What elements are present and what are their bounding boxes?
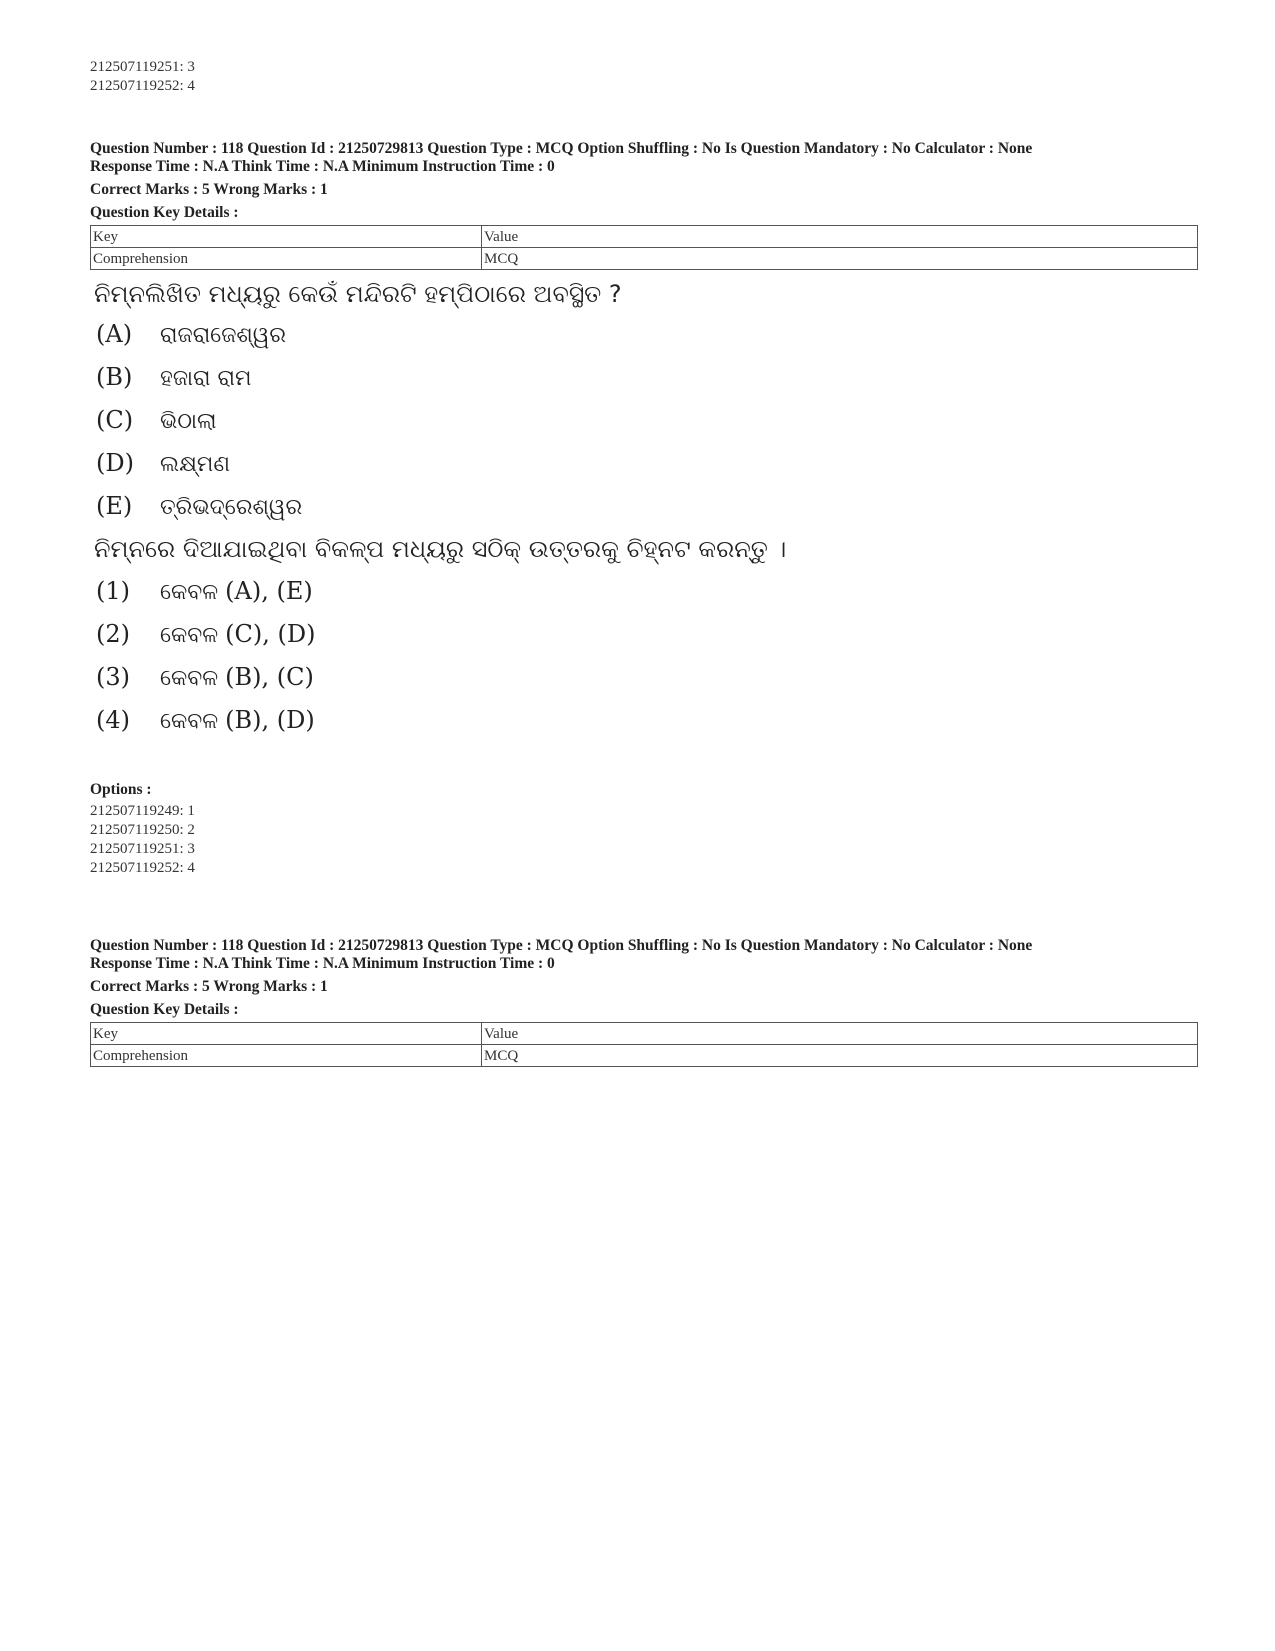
key-details-table	[90, 1022, 1198, 1067]
statement-text: ଭିଠାଲା	[160, 409, 217, 434]
previous-option-ids	[90, 58, 195, 96]
question-metadata-block	[90, 140, 1200, 270]
table-header-cell: Key	[91, 1023, 482, 1045]
statement-label: (E)	[96, 492, 133, 520]
key-details-heading: Question Key Details :	[90, 204, 239, 221]
choice-label: (4)	[96, 706, 130, 734]
table-row	[91, 1045, 1198, 1067]
key-details-table	[90, 225, 1198, 270]
key-details-heading: Question Key Details :	[90, 1001, 239, 1018]
question-text: ନିମ୍ନଲିଖିତ ମଧ୍ୟରୁ କେଉଁ ମନ୍ଦିରଟି ହମ୍ପିଠାରେ ଅବସ୍ଥିତ ?	[94, 280, 622, 308]
question-metadata-block	[90, 937, 1200, 1067]
table-row	[91, 226, 1198, 248]
question-meta-line-1: Question Number : 118 Question Id : 21250729813 Question Type : MCQ Option Shuffling : No Is Question Mandatory : No Calculator : None	[90, 937, 1033, 954]
statement-item	[96, 449, 230, 477]
table-header-cell: Value	[482, 1023, 1198, 1045]
choice-value: (B), (D)	[225, 706, 315, 734]
choice-item	[96, 663, 314, 691]
option-id-list	[90, 802, 195, 878]
choice-label: (2)	[96, 620, 130, 648]
table-header-cell: Key	[91, 226, 482, 248]
choice-value: (A), (E)	[225, 577, 313, 605]
question-meta	[90, 140, 1200, 176]
table-header-cell: Value	[482, 226, 1198, 248]
question-meta-line-1: Question Number : 118 Question Id : 21250729813 Question Type : MCQ Option Shuffling : No Is Question Mandatory : No Calculator : None	[90, 140, 1033, 157]
table-row	[91, 1023, 1198, 1045]
statement-label: (A)	[96, 320, 133, 348]
statement-label: (B)	[96, 363, 133, 391]
option-id-line: 212507119251: 3	[90, 841, 195, 857]
choice-word: କେବଳ	[160, 623, 219, 648]
statement-item	[96, 320, 286, 348]
statement-item	[96, 492, 302, 520]
statement-item	[96, 406, 217, 434]
statement-item	[96, 363, 251, 391]
choice-label: (3)	[96, 663, 130, 691]
options-heading: Options :	[90, 781, 152, 798]
statement-label: (C)	[96, 406, 134, 434]
option-id-line: 212507119252: 4	[90, 860, 195, 876]
statement-text: ହଜାରା ରାମ	[160, 366, 252, 391]
marks-line: Correct Marks : 5 Wrong Marks : 1	[90, 978, 328, 995]
choice-word: କେବଳ	[160, 709, 219, 734]
statement-text: ତ୍ରିଭଦ୍ରେଶ୍ୱର	[160, 495, 303, 520]
option-id-line: 212507119252: 4	[90, 78, 195, 94]
table-cell: MCQ	[482, 248, 1198, 270]
table-cell: Comprehension	[91, 248, 482, 270]
question-meta-line-2: Response Time : N.A Think Time : N.A Minimum Instruction Time : 0	[90, 955, 555, 972]
choice-item	[96, 577, 313, 605]
choice-value: (C), (D)	[225, 620, 316, 648]
choice-item	[96, 620, 316, 648]
choice-item	[96, 706, 315, 734]
choice-word: କେବଳ	[160, 666, 219, 691]
statement-text: ରାଜରାଜେଶ୍ୱର	[160, 323, 287, 348]
choice-value: (B), (C)	[225, 663, 314, 691]
question-meta	[90, 937, 1200, 973]
choice-word: କେବଳ	[160, 580, 219, 605]
table-row	[91, 248, 1198, 270]
statement-label: (D)	[96, 449, 134, 477]
option-id-line: 212507119251: 3	[90, 59, 195, 75]
instruction-text: ନିମ୍ନରେ ଦିଆଯାଇଥିବା ବିକଳ୍ପ ମଧ୍ୟରୁ ସଠିକ୍ ଉତ୍ତରକୁ ଚିହ୍ନଟ କରନ୍ତୁ ।	[94, 535, 787, 563]
marks-line: Correct Marks : 5 Wrong Marks : 1	[90, 181, 328, 198]
option-id-line: 212507119249: 1	[90, 803, 195, 819]
options-section	[90, 780, 195, 878]
question-meta-line-2: Response Time : N.A Think Time : N.A Minimum Instruction Time : 0	[90, 158, 555, 175]
statement-text: ଲକ୍ଷ୍ମଣ	[160, 452, 231, 477]
option-id-line: 212507119250: 2	[90, 822, 195, 838]
choice-label: (1)	[96, 577, 130, 605]
table-cell: MCQ	[482, 1045, 1198, 1067]
table-cell: Comprehension	[91, 1045, 482, 1067]
